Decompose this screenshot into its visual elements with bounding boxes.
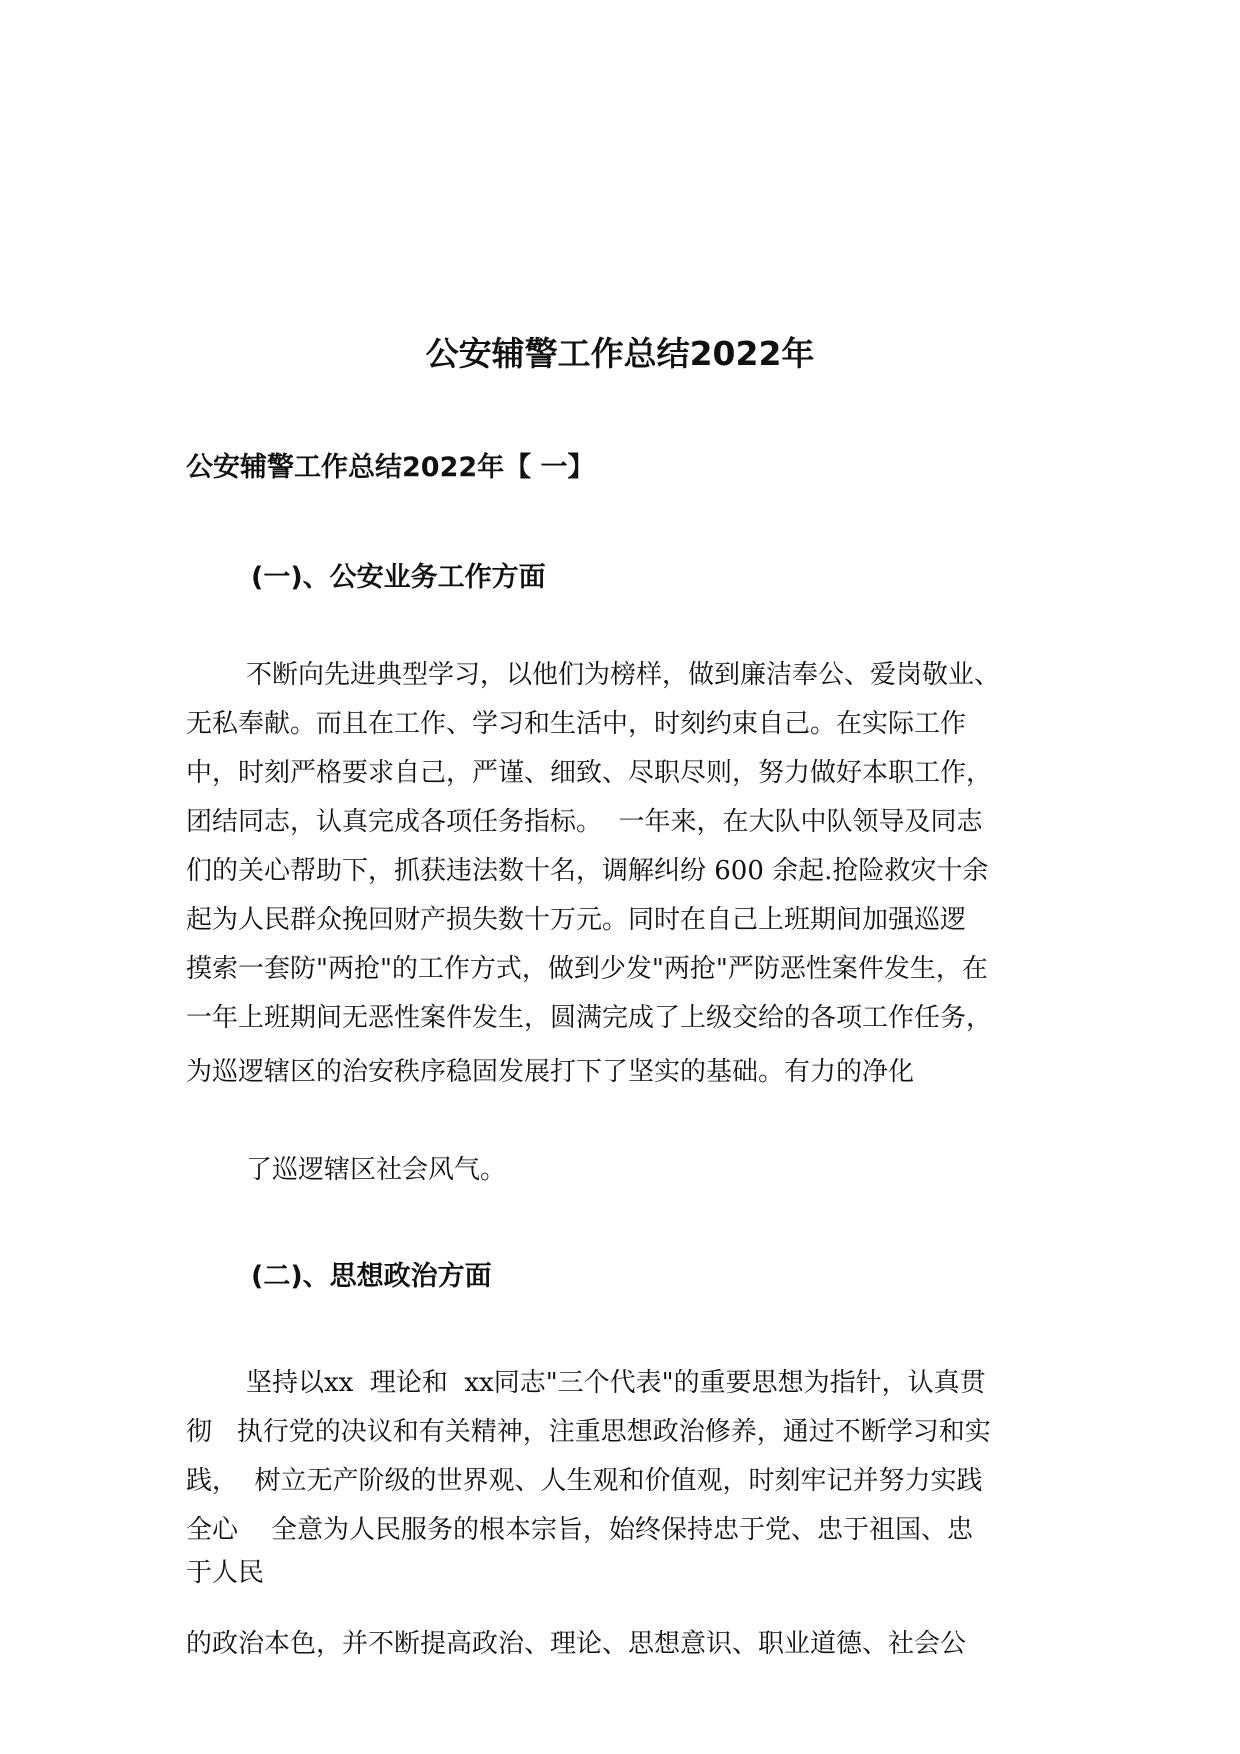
paragraph-line: 中，时刻严格要求自己，严谨、细致、尽职尽则，努力做好本职工作， — [186, 758, 993, 788]
paragraph-line: 无私奉献。而且在工作、学习和生活中，时刻约束自己。在实际工作 — [186, 709, 967, 739]
document-subtitle: 公安辅警工作总结2022年【 一】 — [186, 452, 595, 483]
paragraph-line: 团结同志，认真完成各项任务指标。 一年来，在大队中队领导及同志 — [186, 807, 983, 837]
paragraph-line: 全心 全意为人民服务的根本宗旨，始终保持忠于党、忠于祖国、忠 — [186, 1515, 974, 1545]
section-heading-2: (二)、思想政治方面 — [251, 1261, 492, 1292]
paragraph-line: 们的关心帮助下，抓获违法数十名，调解纠纷 600 余起.抢险救灾十余 — [186, 856, 989, 886]
paragraph-line: 了巡逻辖区社会风气。 — [246, 1155, 507, 1185]
paragraph-line: 彻 执行党的决议和有关精神，注重思想政治修养，通过不断学习和实 — [186, 1417, 991, 1447]
paragraph-line: 一年上班期间无恶性案件发生，圆满完成了上级交给的各项工作任务， — [186, 1003, 993, 1033]
paragraph-line: 的政治本色，并不断提高政治、理论、思想意识、职业道德、社会公 — [186, 1629, 967, 1659]
paragraph-line: 为巡逻辖区的治安秩序稳固发展打下了坚实的基础。有力的净化 — [186, 1057, 915, 1087]
section-heading-1: (一)、公安业务工作方面 — [251, 562, 546, 593]
paragraph-line: 践， 树立无产阶级的世界观、人生观和价值观，时刻牢记并努力实践 — [186, 1466, 983, 1496]
paragraph-line: 坚持以xx 理论和 xx同志"三个代表"的重要思想为指针，认真贯 — [246, 1368, 986, 1398]
paragraph-line: 摸索一套防"两抢"的工作方式，做到少发"两抢"严防恶性案件发生，在 — [186, 954, 988, 984]
paragraph-line: 于人民 — [186, 1558, 265, 1588]
paragraph-line: 不断向先进典型学习，以他们为榜样，做到廉洁奉公、爱岗敬业、 — [246, 660, 1001, 690]
paragraph-line: 起为人民群众挽回财产损失数十万元。同时在自己上班期间加强巡逻 — [186, 905, 967, 935]
document-title: 公安辅警工作总结2022年 — [425, 334, 815, 373]
